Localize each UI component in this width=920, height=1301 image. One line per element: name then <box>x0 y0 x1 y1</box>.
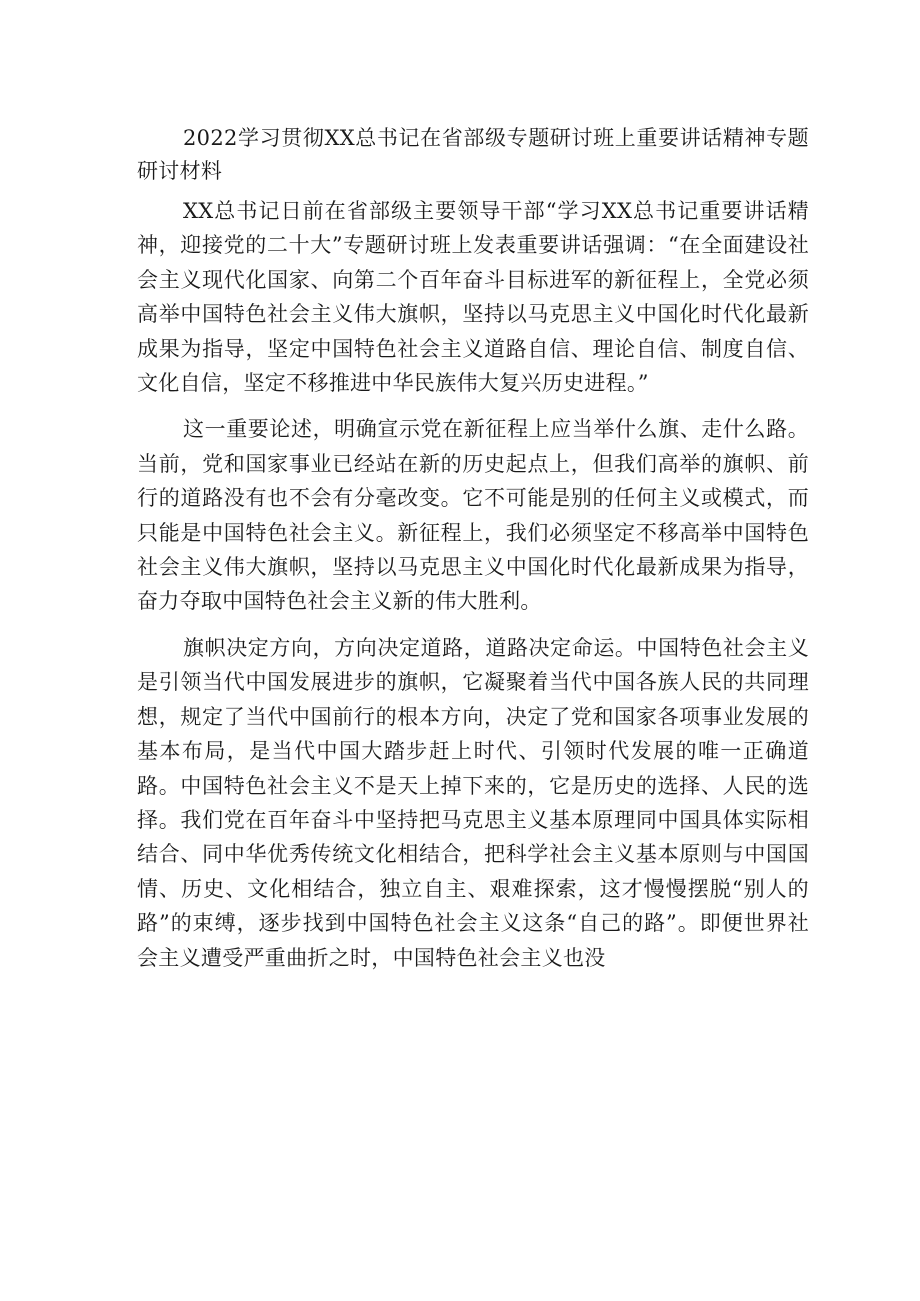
paragraph-1: XX总书记日前在省部级主要领导干部“学习XX总书记重要讲话精神，迎接党的二十大”专题研讨班上发表重要讲话强调：“在全面建设社会主义现代化国家、向第二个百年奋斗目标进军的新征程上，全党必须高举中国特色社会主义伟大旗帜，坚持以马克思主义中国化时代化最新成果为指导，坚定中国特色社会主义道路自信、理论自信、制度自信、文化自信，坚定不移推进中华民族伟大复兴历史进程。” <box>137 199 809 396</box>
paragraph-3: 旗帜决定方向，方向决定道路，道路决定命运。中国特色社会主义是引领当代中国发展进步的旗帜，它凝聚着当代中国各族人民的共同理想，规定了当代中国前行的根本方向，决定了党和国家各项事业发展的基本布局，是当代中国大踏步赶上时代、引领时代发展的唯一正确道路。中国特色社会主义不是天上掉下来的，它是历史的选择、人民的选择。我们党在百年奋斗中坚持把马克思主义基本原理同中国具体实际相结合、同中华优秀传统文化相结合，把科学社会主义基本原则与中国国情、历史、文化相结合，独立自主、艰难探索，这才慢慢摆脱“别人的路”的束缚，逐步找到中国特色社会主义这条“自己的路”。即便世界社会主义遭受严重曲折之时，中国特色社会主义也没 <box>137 635 809 970</box>
document-body <box>137 122 809 975</box>
paragraph-2: 这一重要论述，明确宣示党在新征程上应当举什么旗、走什么路。当前，党和国家事业已经站在新的历史起点上，但我们高举的旗帜、前行的道路没有也不会有分毫改变。它不可能是别的任何主义或模式，而只能是中国特色社会主义。新征程上，我们必须坚定不移高举中国特色社会主义伟大旗帜，坚持以马克思主义中国化时代化最新成果为指导，奋力夺取中国特色社会主义新的伟大胜利。 <box>137 417 809 614</box>
document-title: 2022学习贯彻XX总书记在省部级专题研讨班上重要讲话精神专题研讨材料 <box>137 126 809 183</box>
